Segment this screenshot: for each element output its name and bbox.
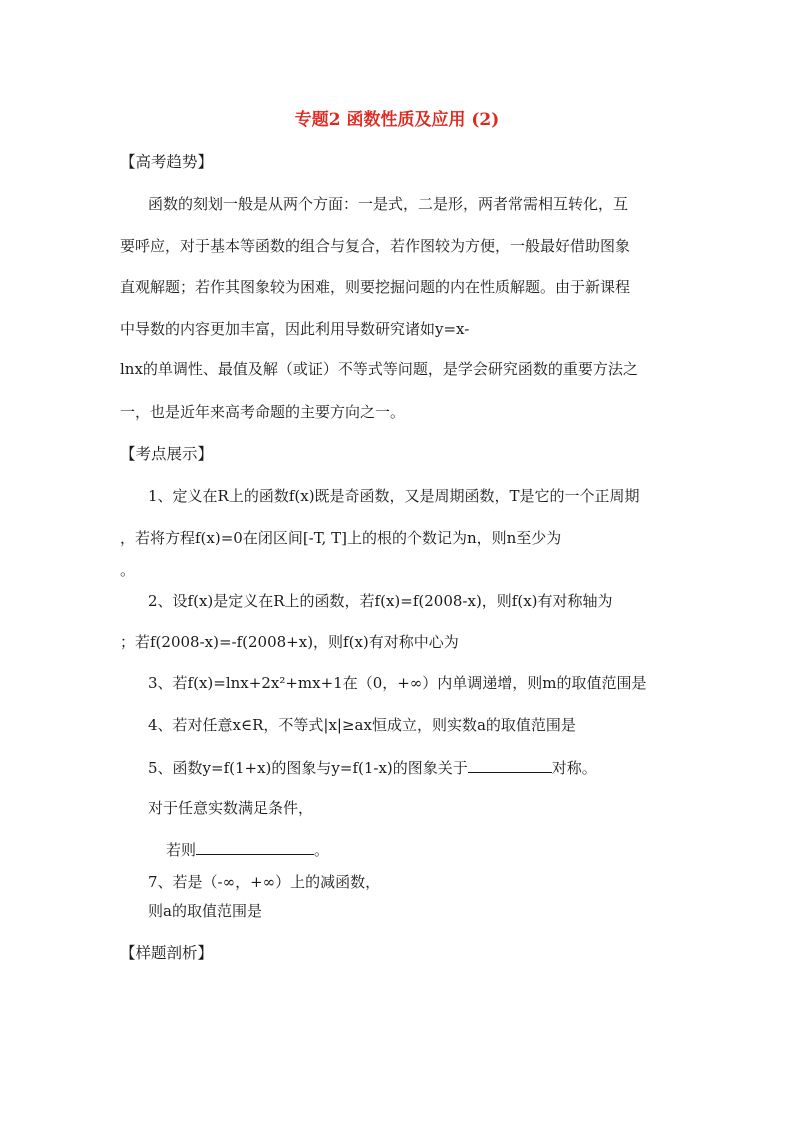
page-title: 专题2 函数性质及应用 (2) — [294, 110, 500, 130]
question-7-line-2: 则a的取值范围是 — [148, 902, 262, 920]
question-1-line-1: 1、定义在R上的函数f(x)既是奇函数，又是周期函数，T是它的一个正周期 — [148, 487, 640, 505]
question-2-line-1: 2、设f(x)是定义在R上的函数，若f(x)=f(2008-x)，则f(x)有对称轴为 — [148, 592, 613, 610]
question-1-line-2: ，若将方程f(x)=0在闭区间[-T, T]上的根的个数记为n，则n至少为 — [120, 529, 562, 547]
trend-line-3: 直观解题；若作其图象较为困难，则要挖掘问题的内在性质解题。由于新课程 — [120, 278, 631, 296]
section-heading-trend: 【高考趋势】 — [120, 153, 214, 171]
question-7-line-1: 7、若是（-∞，+∞）上的减函数， — [148, 873, 381, 891]
question-2-line-2: ；若f(2008-x)=-f(2008+x)，则f(x)有对称中心为 — [120, 633, 459, 651]
trend-line-2: 要呼应，对于基本等函数的组合与复合，若作图较为方便，一般最好借助图象 — [120, 237, 631, 255]
answer-blank — [468, 758, 552, 773]
question-6-tail: 。 — [314, 841, 330, 859]
answer-blank — [196, 840, 314, 855]
question-3: 3、若f(x)=lnx+2x²+mx+1在（0，+∞）内单调递增，则m的取值范围是 — [148, 674, 647, 692]
section-heading-examples: 【样题剖析】 — [120, 944, 214, 962]
trend-line-4: 中导数的内容更加丰富，因此利用导数研究诸如y=x- — [120, 320, 470, 338]
trend-line-5: lnx的单调性、最值及解（或证）不等式等问题，是学会研究函数的重要方法之 — [120, 360, 638, 378]
question-5 — [148, 758, 597, 777]
question-4: 4、若对任意x∈R，不等式|x|≥ax恒成立，则实数a的取值范围是 — [148, 716, 576, 734]
question-5-tail: 对称。 — [551, 759, 597, 777]
question-6-text: 若则 — [166, 841, 197, 859]
question-5-text: 5、函数y=f(1+x)的图象与y=f(1-x)的图象关于 — [148, 759, 468, 777]
trend-line-6: 一，也是近年来高考命题的主要方向之一。 — [120, 403, 406, 421]
section-heading-points: 【考点展示】 — [120, 445, 214, 463]
question-6-line-1: 对于任意实数满足条件， — [148, 799, 314, 817]
trend-line-1: 函数的刻划一般是从两个方面：一是式，二是形，两者常需相互转化，互 — [148, 195, 629, 213]
question-6-line-2 — [166, 840, 329, 859]
question-1-line-3: 。 — [120, 561, 136, 579]
